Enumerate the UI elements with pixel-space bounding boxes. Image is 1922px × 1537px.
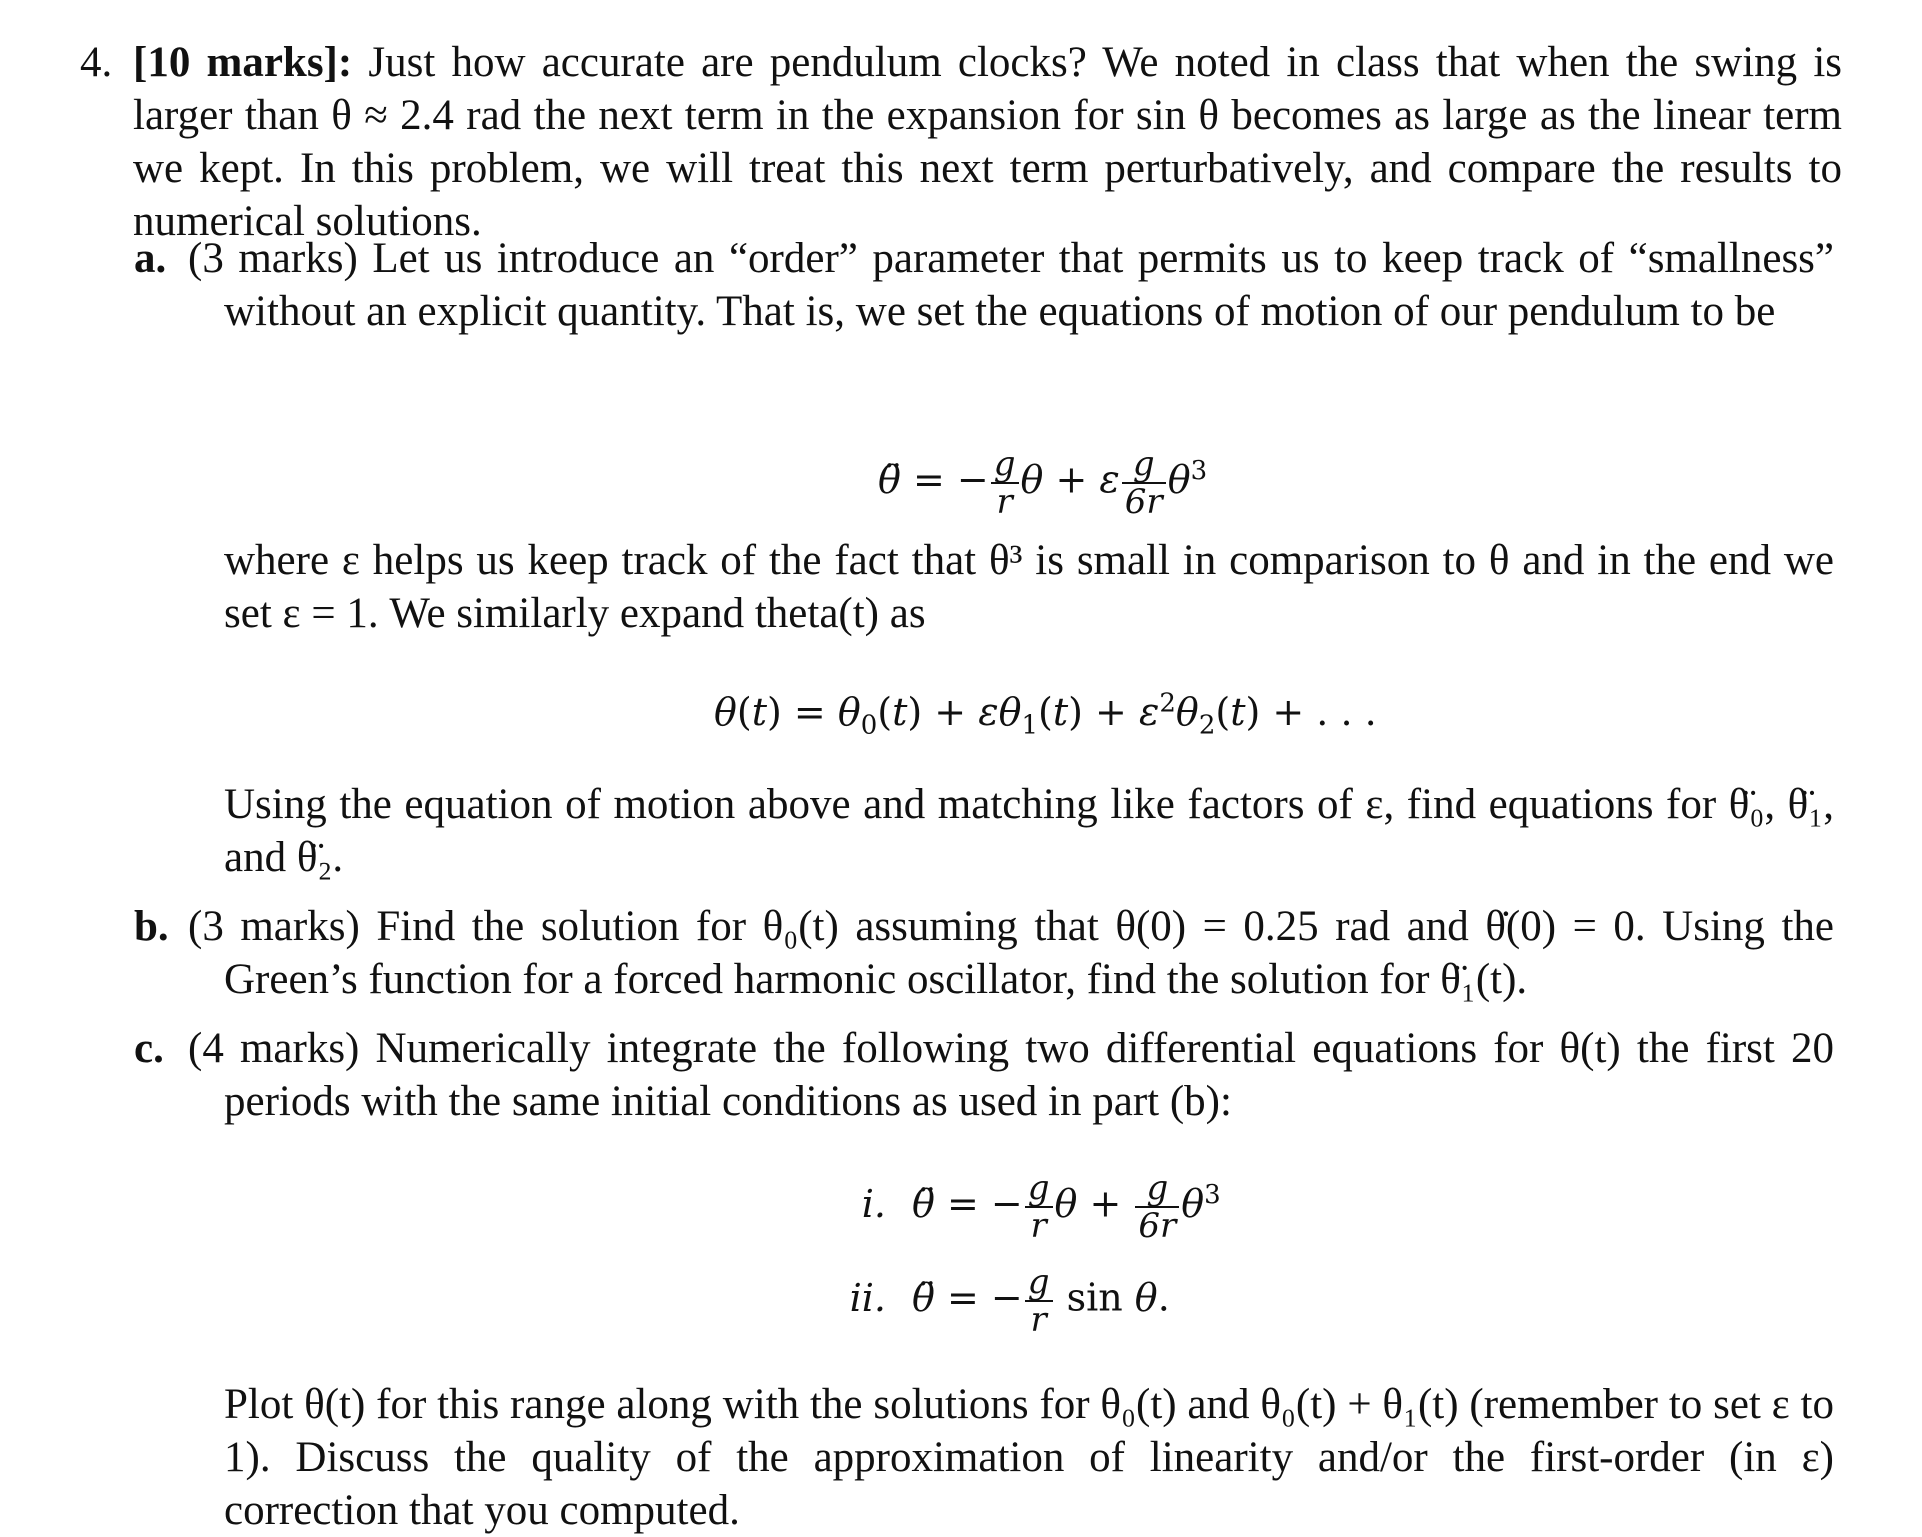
part-b <box>134 900 1834 1006</box>
equation-ii-label: ii. <box>849 1275 886 1320</box>
part-a-continued <box>134 534 1834 640</box>
equation-of-motion: θ̈ = − $\frac{g}{r}$ θ + ε $\frac{g}{6r}$ $\theta^3$ <box>878 444 1208 522</box>
problem-4 <box>80 36 1842 248</box>
problem-intro-text: Just how accurate are pendulum clocks? We noted in class that when the swing is larger than θ ≈ 2.4 rad the next term in the expansion for sin θ becomes as large as the linear term we kept. In this problem, we will treat this next term perturbatively, and compare the results to numerical solutions. <box>133 39 1843 245</box>
part-b-paragraph <box>188 900 1834 1006</box>
part-c-text2: Plot θ(t) for this range along with the solutions for θ₀(t) and θ₀(t) + θ₁(t) (remember to set ε to 1). Discuss the quality of the approximation of linearity and/or the first-order (in ε) correction that you computed. <box>224 1381 1834 1534</box>
part-a-text2: where ε helps us keep track of the fact that θ³ is small in comparison to θ and in the end we set ε = 1. We similarly expand theta(t) as <box>224 537 1834 637</box>
equation-ii: ii. θ̈ = − $\frac{g}{r}$ sin θ. <box>820 1264 1170 1338</box>
part-a-question <box>134 778 1834 884</box>
part-a-marks: (3 marks) <box>188 235 358 282</box>
theta-expansion-equation: $\theta(t) = \theta_0(t) + \varepsilon\theta_1(t) + \varepsilon^2\theta_2(t)$ + . . . <box>714 688 1377 741</box>
equation-i-label: i. <box>861 1181 886 1226</box>
part-a-text3: Using the equation of motion above and matching like factors of ε, find equations for θ̈₀, θ̈₁, and θ̈₂. <box>224 781 1834 881</box>
part-b-text: Find the solution for θ₀(t) assuming that θ(0) = 0.25 rad and θ̇(0) = 0. Using the Green’s function for a forced harmonic oscillator, find the solution for θ̈₁(t). <box>224 903 1834 1003</box>
part-c-plot-instructions <box>134 1378 1834 1537</box>
part-c-marks: (4 marks) <box>188 1025 360 1072</box>
part-b-marks: (3 marks) <box>188 903 360 950</box>
problem-number: 4. <box>80 39 113 86</box>
part-c-paragraph <box>188 1022 1834 1128</box>
part-a-text1: Let us introduce an “order” parameter that permits us to keep track of “smallness” without an explicit quantity. That is, we set the equations of motion of our pendulum to be <box>224 235 1834 335</box>
part-b-label: b. <box>134 903 169 950</box>
part-a-intro <box>188 232 1834 338</box>
part-c-text1: Numerically integrate the following two differential equations for θ(t) the first 20 periods with the same initial conditions as used in part (b): <box>224 1025 1834 1125</box>
problem-intro-paragraph <box>133 36 1842 248</box>
part-c-label: c. <box>134 1025 164 1072</box>
part-c <box>134 1022 1834 1128</box>
part-a <box>134 232 1834 338</box>
equation-i: i. θ̈ = − $\frac{g}{r}$ θ + $\frac{g}{6r}$ $\theta^3$ <box>820 1170 1221 1244</box>
problem-marks: [10 marks]: <box>133 39 353 86</box>
part-a-label: a. <box>134 235 167 282</box>
